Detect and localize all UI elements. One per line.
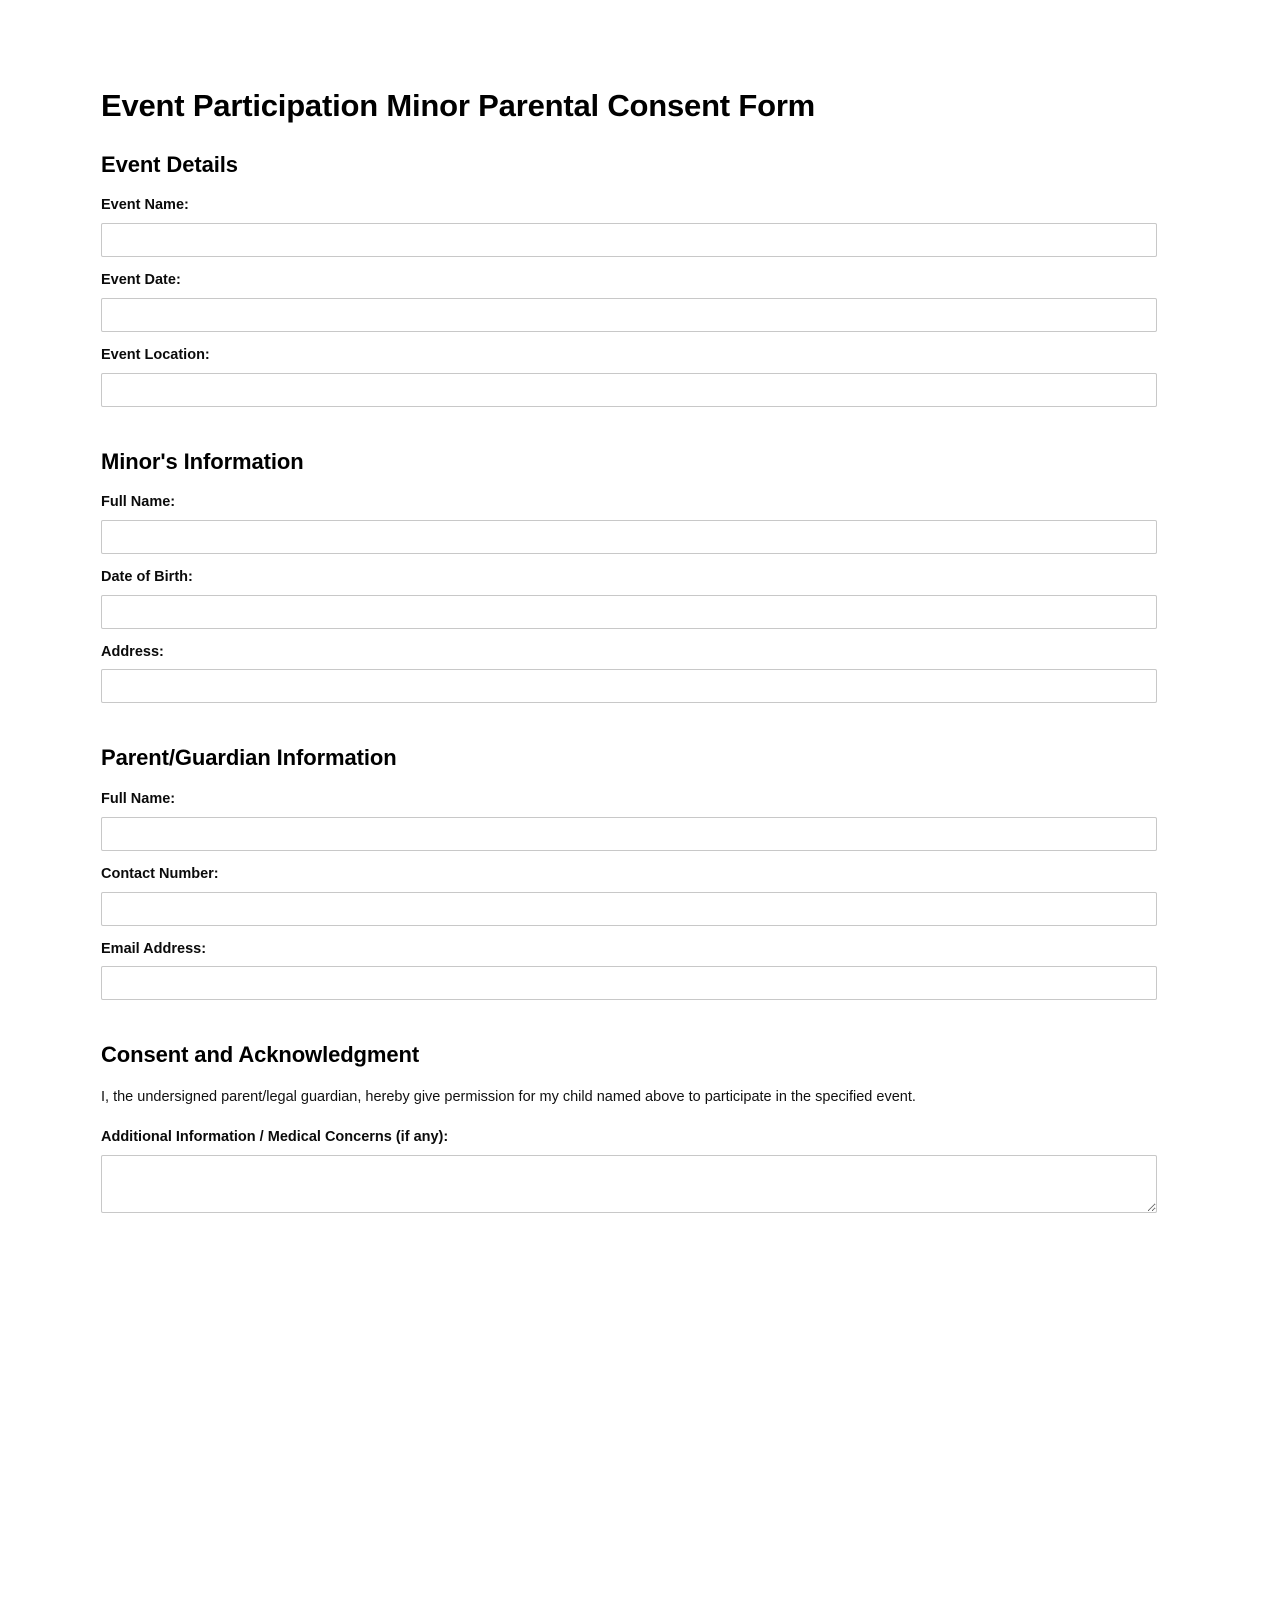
label-minor-full-name: Full Name: xyxy=(101,493,176,510)
section-heading-event-details: Event Details xyxy=(101,151,238,177)
label-guardian-contact-number: Contact Number: xyxy=(101,865,219,882)
minor-address-input[interactable] xyxy=(101,669,1157,703)
section-parent-guardian-information xyxy=(101,745,1157,1000)
section-minor-information xyxy=(101,449,1157,704)
label-event-location: Event Location: xyxy=(101,346,210,363)
field-event-date xyxy=(101,271,1157,332)
section-heading-minor-information: Minor's Information xyxy=(101,448,304,474)
label-guardian-email-address: Email Address: xyxy=(101,940,207,957)
section-consent-acknowledgment xyxy=(101,1042,1157,1212)
guardian-email-address-input[interactable] xyxy=(101,966,1157,1000)
consent-paragraph: I, the undersigned parent/legal guardian, hereby give permission for my child named above to participate in the specified event. xyxy=(101,1088,916,1105)
field-minor-full-name xyxy=(101,493,1157,554)
label-additional-information: Additional Information / Medical Concerns (if any): xyxy=(101,1128,449,1145)
event-location-input[interactable] xyxy=(101,373,1157,407)
event-date-input[interactable] xyxy=(101,298,1157,332)
section-heading-consent-acknowledgment: Consent and Acknowledgment xyxy=(101,1042,420,1068)
field-guardian-contact-number xyxy=(101,865,1157,926)
guardian-full-name-input[interactable] xyxy=(101,817,1157,851)
label-minor-address: Address: xyxy=(101,643,164,660)
label-minor-date-of-birth: Date of Birth: xyxy=(101,568,193,585)
field-guardian-full-name xyxy=(101,790,1157,851)
field-minor-address xyxy=(101,643,1157,704)
field-guardian-email-address xyxy=(101,940,1157,1001)
minor-full-name-input[interactable] xyxy=(101,520,1157,554)
section-heading-parent-guardian-information: Parent/Guardian Information xyxy=(101,745,397,771)
field-event-name xyxy=(101,196,1157,257)
label-guardian-full-name: Full Name: xyxy=(101,790,176,807)
field-additional-information xyxy=(101,1128,1157,1213)
minor-date-of-birth-input[interactable] xyxy=(101,595,1157,629)
page-title: Event Participation Minor Parental Consent Form xyxy=(101,88,816,123)
label-event-date: Event Date: xyxy=(101,271,181,288)
guardian-contact-number-input[interactable] xyxy=(101,892,1157,926)
field-event-location xyxy=(101,346,1157,407)
event-name-input[interactable] xyxy=(101,223,1157,257)
field-minor-date-of-birth xyxy=(101,568,1157,629)
additional-information-textarea[interactable] xyxy=(101,1155,1157,1213)
label-event-name: Event Name: xyxy=(101,197,189,214)
section-event-details xyxy=(101,152,1157,407)
